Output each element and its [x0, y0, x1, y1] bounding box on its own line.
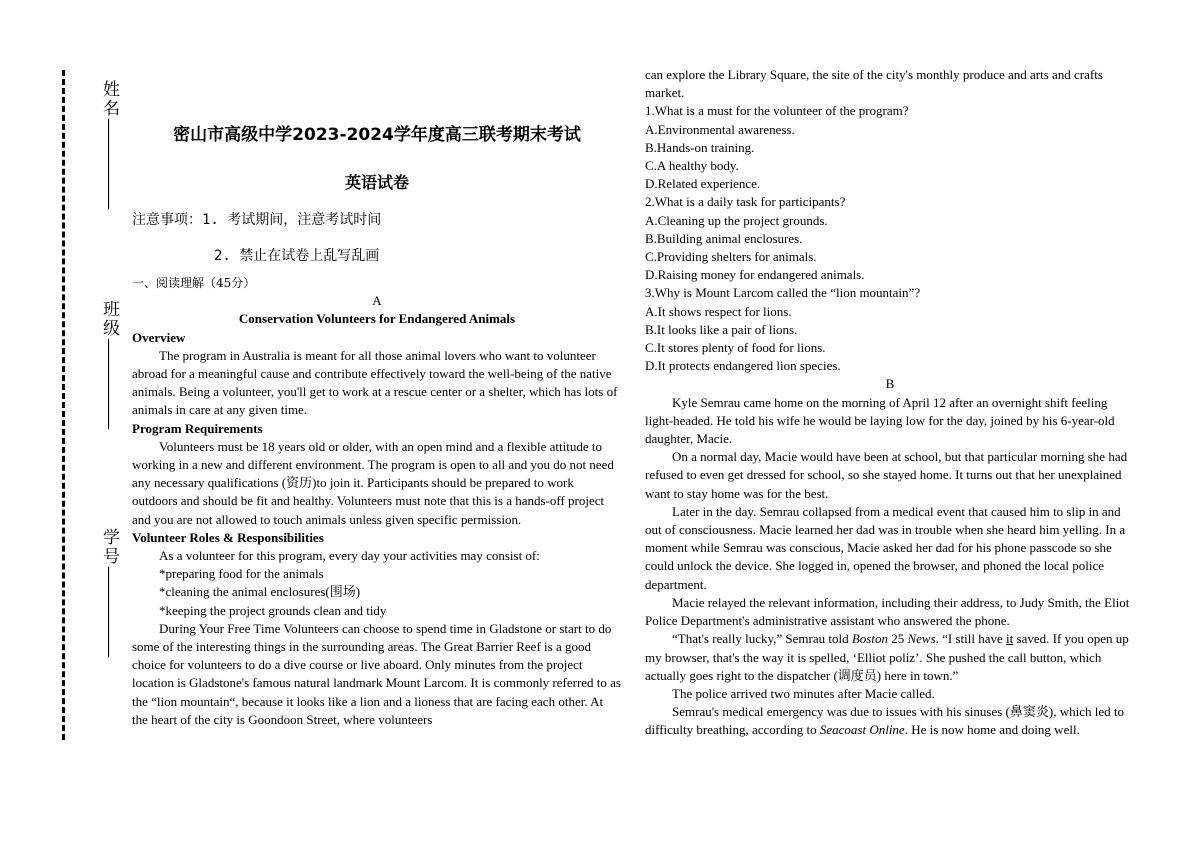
underlined-word: it	[1006, 631, 1014, 647]
question-1-option-c: C.A healthy body.	[645, 158, 739, 174]
question-1-option-d: D.Related experience.	[645, 176, 761, 192]
passage-b-paragraph-7	[645, 703, 1135, 739]
role-item: *preparing food for the animals	[159, 566, 324, 582]
role-item: *cleaning the animal enclosures(围场)	[159, 584, 361, 600]
binding-dashed-line	[62, 70, 65, 740]
text-part: Semrau's medical emergency was due to issues with his sinuses (鼻窦炎), which led to difficulty breathing, according to	[645, 704, 1124, 738]
exam-title: 密山市高级中学2023-2024学年度高三联考期末考试	[173, 125, 581, 145]
roles-heading: Volunteer Roles & Responsibilities	[132, 529, 324, 545]
binding-margin	[56, 60, 126, 750]
student-id-field[interactable]	[90, 528, 120, 656]
question-1-option-b: B.Hands-on training.	[645, 139, 755, 155]
passage-b-label: B	[885, 376, 895, 392]
student-id-blank: ——————	[99, 566, 119, 656]
source-name: Boston	[851, 631, 888, 647]
question-3-option-b: B.It looks like a pair of lions.	[645, 321, 798, 337]
left-column	[132, 116, 622, 729]
source-name: Seacoast Online	[819, 722, 905, 738]
passage-b-paragraph-5	[645, 630, 1135, 685]
free-time-continued: can explore the Library Square, the site of the city's monthly produce and arts and crafts market.	[645, 67, 1103, 101]
question-3-option-d: D.It protects endangered lion species.	[645, 358, 841, 374]
passage-a-title: Conservation Volunteers for Endangered Animals	[238, 311, 516, 327]
requirements-paragraph: Volunteers must be 18 years old or older, with an open mind and a flexible attitude to working in a new and different environment. The program is open to all and you do not need any necessary qualifications (资历)to join it. Participants should be prepared to work outdoors and should be fit and healthy. Volunteers must note that this is a hands-off project and you are not allowed to touch animals unless given specific permission.	[132, 438, 614, 527]
name-field[interactable]	[90, 80, 120, 208]
quote-part: . “I still have	[935, 631, 1007, 647]
class-label: 班级	[99, 300, 119, 338]
question-3-option-a: A.It shows respect for lions.	[645, 303, 792, 319]
question-3-option-c: C.It stores plenty of food for lions.	[645, 340, 826, 356]
right-column	[645, 66, 1135, 740]
question-1-option-a: A.Environmental awareness.	[645, 121, 795, 137]
overview-heading: Overview	[132, 329, 186, 345]
quote-part: saved. If you open up my browser, that's the way it is spelled, ‘Elliot poliz’. She pushed the call button, which actually goes right to the dispatcher (调度员) here in town.”	[645, 631, 1129, 683]
free-time-paragraph: During Your Free Time Volunteers can choose to spend time in Gladstone or start to do some of the interesting things in the surrounding areas. The Great Barrier Reef is a good choice for volunteers to do a dive course or live aboard. Only minutes from the project location is Gladstone's famous natural landmark Mount Larcom. It is commonly referred to as the “lion mountain“, because it looks like a lion and a lioness that are facing each other. At the heart of the city is Goondoon Street, where volunteers	[132, 620, 621, 727]
text-part: . He is now home and doing well.	[904, 722, 1080, 738]
passage-b-paragraph-4: Macie relayed the relevant information, including their address, to Judy Smith, the Eliot Police Department's administrative assistant who answered the phone.	[645, 594, 1130, 629]
question-2-option-c: C.Providing shelters for animals.	[645, 249, 817, 265]
role-item: *keeping the project grounds clean and tidy	[159, 602, 387, 618]
question-2-option-b: B.Building animal enclosures.	[645, 230, 803, 246]
source-name: News	[907, 631, 936, 647]
question-2-stem: 2.What is a daily task for participants?	[645, 194, 846, 210]
student-id-label: 学号	[99, 528, 119, 566]
overview-paragraph: The program in Australia is meant for all those animal lovers who want to volunteer abroad for a meaningful cause and contribute effectively toward the well-being of the native animals. Being a volunteer, you'll get to work at a rescue center or a shelter, which has lots of animals in care at any given time.	[132, 347, 618, 418]
passage-b-paragraph-2: On a normal day, Macie would have been at school, but that particular morning she had refused to even get dressed for school, so she stayed home. It turns out that her unexplained want to stay home was for the best.	[645, 449, 1128, 501]
passage-b-paragraph-1: Kyle Semrau came home on the morning of April 12 after an overnight shift feeling light-headed. He told his wife he would be laying low for the day, joined by his 6-year-old daughter, Macie.	[645, 394, 1115, 447]
section-heading: 一、阅读理解（45分）	[132, 276, 256, 290]
quote-part: “That's really lucky,” Semrau told	[672, 631, 852, 647]
passage-b-paragraph-6: The police arrived two minutes after Macie called.	[672, 685, 935, 701]
question-2-option-a: A.Cleaning up the project grounds.	[645, 212, 828, 228]
roles-intro: As a volunteer for this program, every day your activities may consist of:	[159, 548, 540, 564]
name-blank: ——————	[99, 118, 119, 208]
name-label: 姓名	[99, 80, 119, 118]
question-3-stem: 3.Why is Mount Larcom called the “lion mountain”?	[645, 285, 921, 301]
note-1: 注意事项：1. 考试期间，注意考试时间	[132, 212, 382, 228]
question-2-option-d: D.Raising money for endangered animals.	[645, 267, 865, 283]
note-2: 2. 禁止在试卷上乱写乱画	[214, 248, 380, 264]
quote-part: 25	[887, 631, 908, 647]
question-1-stem: 1.What is a must for the volunteer of the program?	[645, 103, 909, 119]
passage-b-paragraph-3: Later in the day. Semrau collapsed from a medical event that caused him to slip in and out of consciousness. Macie learned her dad was in trouble when she heard him yelling. In a moment while Semrau was conscious, Macie asked her dad for his phone passcode so she could unlock the device. She logged in, opened the browser, and phoned the local police department.	[645, 503, 1126, 592]
exam-subtitle: 英语试卷	[344, 173, 409, 192]
class-blank: ——————	[99, 338, 119, 428]
requirements-heading: Program Requirements	[132, 420, 263, 436]
passage-a-label: A	[372, 293, 382, 309]
class-field[interactable]	[90, 300, 120, 428]
